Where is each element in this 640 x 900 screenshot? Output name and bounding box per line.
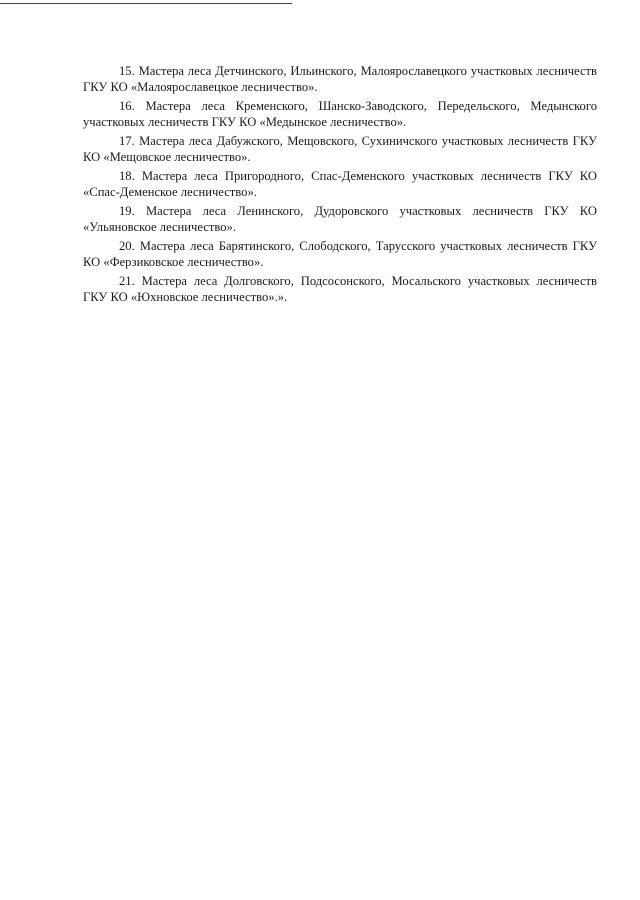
list-item [83, 98, 597, 130]
item-text: Мастера леса Кременского, Шанско-Заводского, Передельского, Медынского участковых лесничеств ГКУ КО «Медынское лесничество». [83, 99, 597, 129]
item-number: 18. [119, 169, 135, 183]
document-body [83, 63, 597, 308]
item-text: Мастера леса Долговского, Подсосонского, Мосальского участковых лесничеств ГКУ КО «Юхновское лесничество».». [83, 274, 597, 304]
list-item [83, 133, 597, 165]
item-text: Мастера леса Пригородного, Спас-Деменского участковых лесничеств ГКУ КО «Спас-Деменское лесничество». [83, 169, 597, 199]
item-number: 19. [119, 204, 135, 218]
item-number: 15. [119, 64, 135, 78]
list-item [83, 273, 597, 305]
item-text: Мастера леса Барятинского, Слободского, Тарусского участковых лесничеств ГКУ КО «Ферзиковское лесничество». [83, 239, 597, 269]
item-number: 16. [119, 99, 135, 113]
item-text: Мастера леса Ленинского, Дудоровского участковых лесничеств ГКУ КО «Ульяновское лесничество». [83, 204, 597, 234]
top-rule-divider [0, 3, 292, 4]
item-text: Мастера леса Детчинского, Ильинского, Малоярославецкого участковых лесничеств ГКУ КО «Малоярославецкое лесничество». [83, 64, 597, 94]
item-number: 17. [119, 134, 135, 148]
list-item [83, 168, 597, 200]
list-item [83, 63, 597, 95]
item-number: 21. [119, 274, 135, 288]
item-number: 20. [119, 239, 135, 253]
item-text: Мастера леса Дабужского, Мещовского, Сухиничского участковых лесничеств ГКУ КО «Мещовское лесничество». [83, 134, 597, 164]
list-item [83, 238, 597, 270]
list-item [83, 203, 597, 235]
